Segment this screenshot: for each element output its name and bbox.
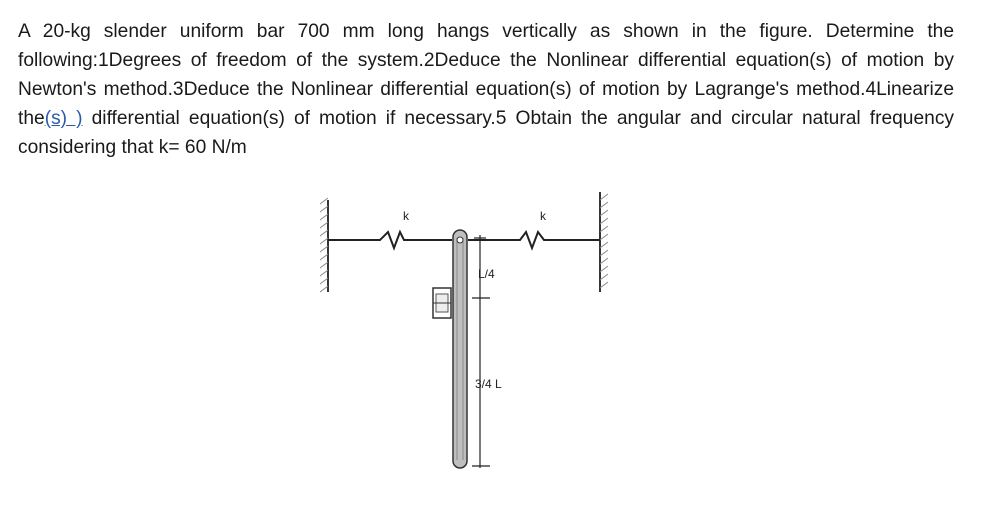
figure-drawing	[300, 180, 620, 480]
upper-segment-label: L/4	[478, 267, 495, 281]
spring-left-label: k	[403, 209, 409, 223]
problem-text-part2: differential equation(s) of motion if necessary.5 Obtain the angular and circular natural frequency considering that k= 60 N/m	[18, 108, 955, 158]
left-spring	[328, 232, 452, 248]
slender-bar	[453, 230, 467, 468]
right-wall	[600, 192, 608, 292]
bar-spring-figure	[300, 180, 620, 480]
problem-text-part1: A 20-kg slender uniform bar 700 mm long hangs vertically as shown in the figure. Determine the following:1Degrees of freedom of the system.2Deduce the Nonlinear differential equation(s) of motion by Newton's method.3Deduce the Nonlinear differential equation(s) of motion by Lagrange's method.4Linearize the	[18, 21, 954, 129]
left-wall	[320, 198, 328, 292]
right-spring	[468, 232, 600, 248]
equation-link[interactable]: (s) )	[44, 108, 83, 129]
spring-right-label: k	[540, 209, 546, 223]
lower-segment-label: 3/4 L	[475, 377, 502, 391]
problem-statement	[18, 17, 954, 162]
